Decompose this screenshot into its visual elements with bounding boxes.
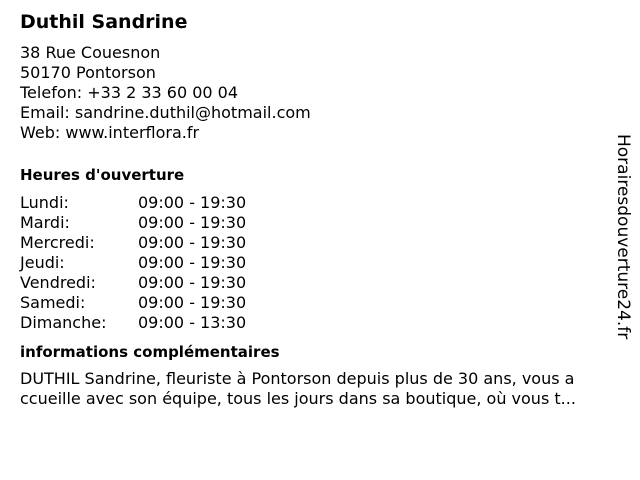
- day-label: Jeudi:: [20, 253, 65, 272]
- description-line: DUTHIL Sandrine, fleuriste à Pontorson depuis plus de 30 ans, vous a: [20, 369, 575, 388]
- email-line: Email: sandrine.duthil@hotmail.com: [20, 103, 311, 122]
- site-watermark: Horairesdouverture24.fr: [613, 134, 633, 340]
- address-street: 38 Rue Couesnon: [20, 43, 161, 62]
- time-range: 09:00 - 19:30: [138, 273, 247, 292]
- day-label: Mardi:: [20, 213, 70, 232]
- day-label: Samedi:: [20, 293, 86, 312]
- time-range: 09:00 - 19:30: [138, 193, 247, 212]
- time-range: 09:00 - 19:30: [138, 233, 247, 252]
- time-range: 09:00 - 19:30: [138, 213, 247, 232]
- hours-row-tuesday: [20, 213, 246, 233]
- hours-row-friday: [20, 273, 246, 293]
- hours-row-sunday: [20, 313, 246, 333]
- business-description: [20, 369, 630, 409]
- day-label: Mercredi:: [20, 233, 95, 252]
- phone-line: Telefon: +33 2 33 60 00 04: [20, 83, 239, 102]
- time-range: 09:00 - 19:30: [138, 293, 247, 312]
- address-city: 50170 Pontorson: [20, 63, 156, 82]
- time-range: 09:00 - 13:30: [138, 313, 247, 332]
- hours-row-thursday: [20, 253, 246, 273]
- opening-hours-heading: Heures d'ouverture: [20, 166, 185, 184]
- hours-row-wednesday: [20, 233, 246, 253]
- contact-block: [20, 43, 620, 143]
- day-label: Vendredi:: [20, 273, 96, 292]
- day-label: Lundi:: [20, 193, 69, 212]
- business-name: Duthil Sandrine: [20, 11, 188, 33]
- web-line: Web: www.interflora.fr: [20, 123, 200, 142]
- hours-row-monday: [20, 193, 246, 213]
- hours-row-saturday: [20, 293, 246, 313]
- opening-hours-table: [20, 193, 246, 333]
- day-label: Dimanche:: [20, 313, 107, 332]
- business-card: [20, 10, 620, 409]
- time-range: 09:00 - 19:30: [138, 253, 247, 272]
- description-line: ccueille avec son équipe, tous les jours dans sa boutique, où vous t...: [20, 389, 576, 408]
- additional-info-heading: informations complémentaires: [20, 343, 280, 361]
